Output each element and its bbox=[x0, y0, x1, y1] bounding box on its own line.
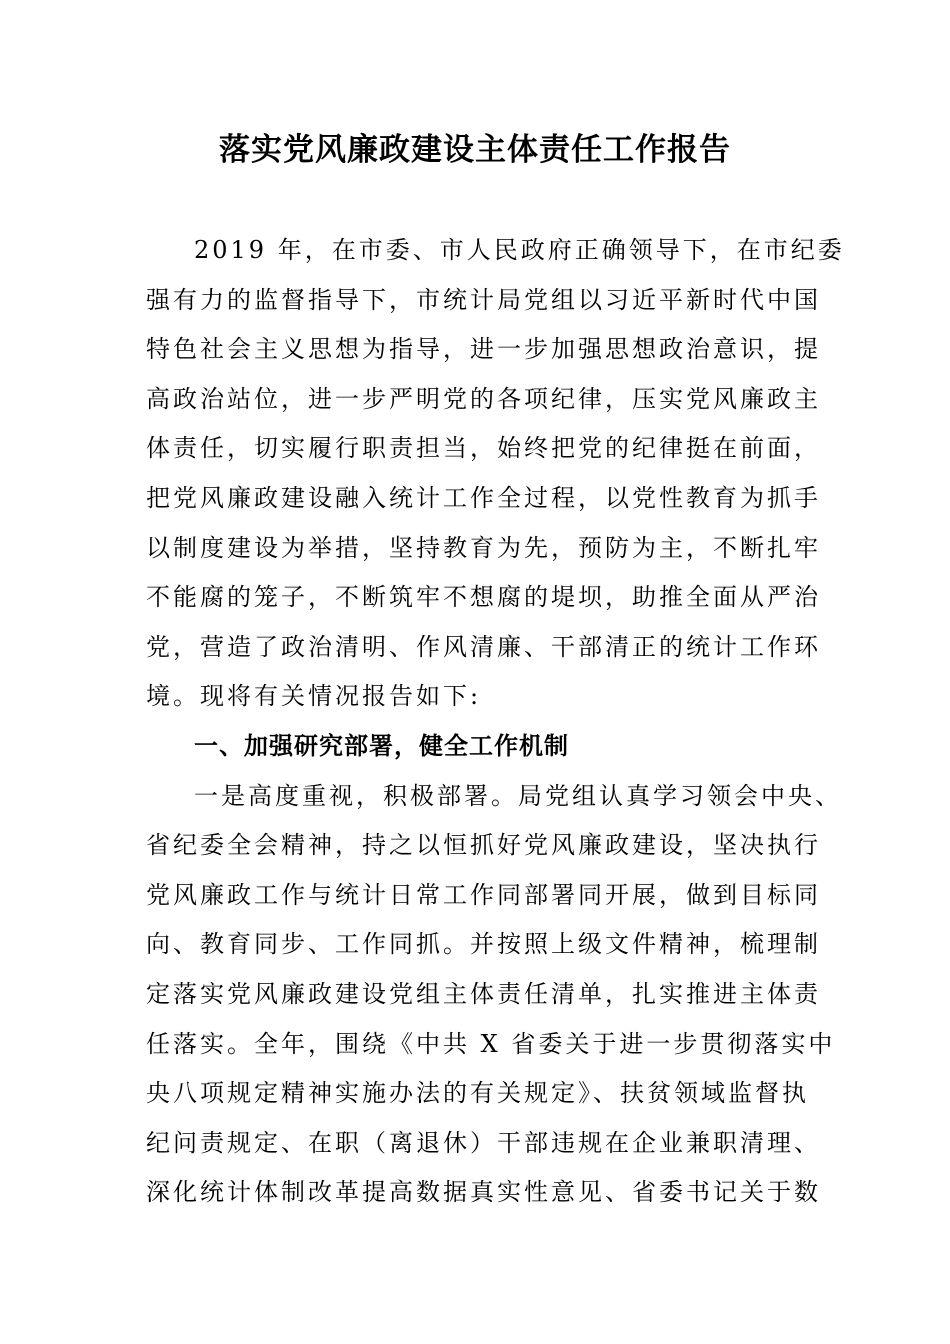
text-line: 境。现将有关情况报告如下: bbox=[146, 682, 482, 711]
text-line: 体责任，切实履行职责担当，始终把党的纪律挺在前面， bbox=[146, 434, 821, 463]
text-line: 把党风廉政建设融入统计工作全过程，以党性教育为抓手 bbox=[146, 483, 821, 512]
text-line: 2019 年，在市委、市人民政府正确领导下，在市纪委 bbox=[194, 236, 845, 264]
document-body bbox=[146, 226, 845, 1218]
text-line: 省纪委全会精神，持之以恒抓好党风廉政建设，坚决执行 bbox=[146, 831, 821, 860]
text-line: 向、教育同步、工作同抓。并按照上级文件精神，梳理制 bbox=[146, 930, 821, 959]
text-line: 定落实党风廉政建设党组主体责任清单，扎实推进主体责 bbox=[146, 979, 821, 1008]
section-heading: 一、加强研究部署，健全工作机制 bbox=[194, 731, 569, 760]
text-line: 强有力的监督指导下，市统计局党组以习近平新时代中国 bbox=[146, 285, 821, 314]
text-line: 一是高度重视，积极部署。局党组认真学习领会中央、 bbox=[194, 781, 842, 810]
text-line: 党，营造了政治清明、作风清廉、干部清正的统计工作环 bbox=[146, 632, 821, 661]
text-line: 不能腐的笼子，不断筑牢不想腐的堤坝，助推全面从严治 bbox=[146, 583, 821, 612]
text-line: 任落实。全年，围绕《中共 X 省委关于进一步贯彻落实中 bbox=[146, 1029, 836, 1058]
text-line: 高政治站位，进一步严明党的各项纪律，压实党风廉政主 bbox=[146, 384, 821, 413]
text-line: 纪问责规定、在职（离退休）干部违规在企业兼职清理、 bbox=[146, 1128, 821, 1157]
document-title: 落实党风廉政建设主体责任工作报告 bbox=[219, 132, 731, 168]
text-line: 深化统计体制改革提高数据真实性意见、省委书记关于数 bbox=[146, 1178, 821, 1207]
text-line: 以制度建设为举措，坚持教育为先，预防为主，不断扎牢 bbox=[146, 533, 821, 562]
text-line: 央八项规定精神实施办法的有关规定》、扶贫领域监督执 bbox=[146, 1079, 809, 1108]
text-line: 特色社会主义思想为指导，进一步加强思想政治意识，提 bbox=[146, 335, 821, 364]
text-line: 党风廉政工作与统计日常工作同部署同开展，做到目标同 bbox=[146, 880, 821, 909]
